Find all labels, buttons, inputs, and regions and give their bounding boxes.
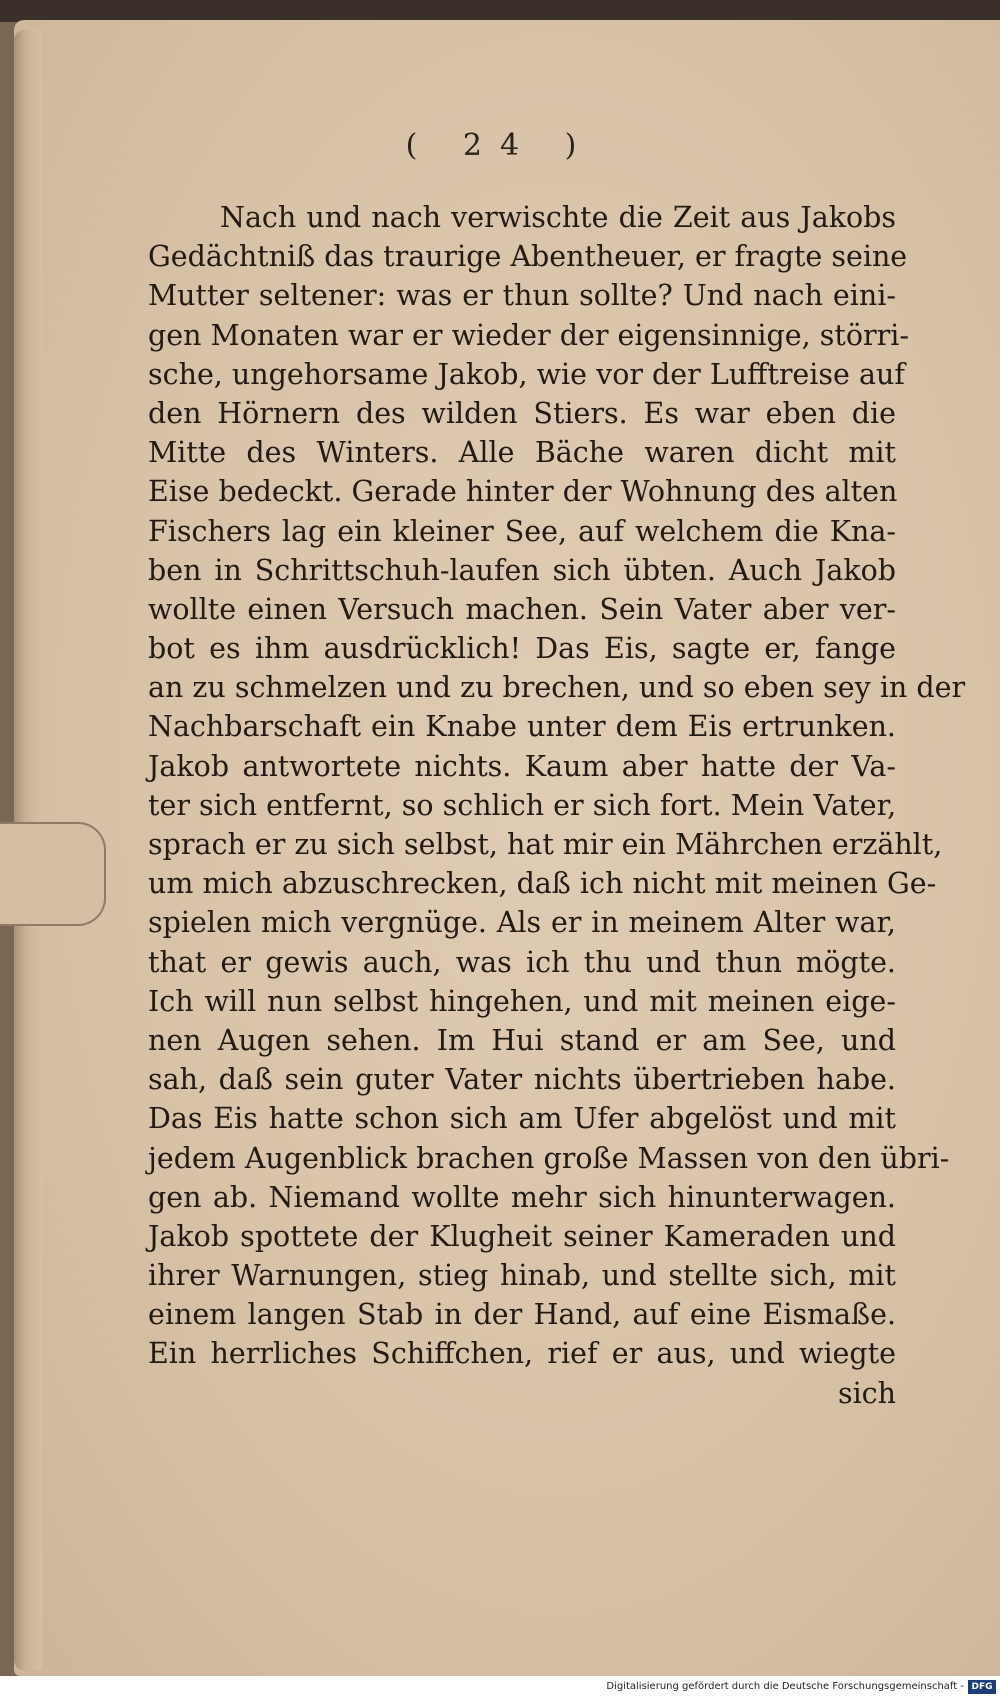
text-line: jedem Augenblick brachen große Massen von den übri-: [148, 1141, 950, 1175]
text-line: Mutter seltener: was er thun sollte? Und nach eini-: [148, 279, 896, 313]
text-line: Mitte des Winters. Alle Bäche waren dicht mit: [148, 436, 896, 470]
text-line: nen Augen sehen. Im Hui stand er am See, und: [148, 1023, 896, 1057]
text-line: gen Monaten war er wieder der eigensinnige, störri-: [148, 318, 909, 352]
text-line: ihrer Warnungen, stieg hinab, und stellte sich, mit: [148, 1259, 896, 1293]
text-line: Ich will nun selbst hingehen, und mit meinen eige-: [148, 984, 896, 1018]
dfg-logo: DFG: [968, 1680, 996, 1694]
catchword: sich: [837, 1376, 896, 1410]
text-line: sche, ungehorsame Jakob, wie vor der Lufftreise auf: [148, 357, 905, 391]
text-line: sprach er zu sich selbst, hat mir ein Mährchen erzählt,: [148, 828, 943, 861]
text-line: that er gewis auch, was ich thu und thun mögte.: [148, 945, 896, 979]
page-number: ( 24 ): [405, 128, 595, 163]
body-text: [148, 198, 966, 1413]
text-line: den Hörnern des wilden Stiers. Es war eben die: [148, 396, 896, 430]
text-line: wollte einen Versuch machen. Sein Vater aber ver-: [148, 592, 896, 626]
text-line: spielen mich vergnüge. Als er in meinem Alter war,: [148, 906, 896, 940]
text-line: bot es ihm ausdrücklich! Das Eis, sagte er, fange: [148, 632, 896, 666]
text-line: Fischers lag ein kleiner See, auf welchem die Kna-: [148, 514, 896, 548]
text-line: um mich abzuschrecken, daß ich nicht mit meinen Ge-: [148, 867, 937, 901]
scan-top-border: [0, 0, 1000, 22]
text-line: Das Eis hatte schon sich am Ufer abgelöst und mit: [148, 1102, 896, 1136]
text-line: Nachbarschaft ein Knabe unter dem Eis ertrunken.: [148, 710, 896, 744]
digitization-credit: Digitalisierung gefördert durch die Deutsche Forschungsgemeinschaft -: [606, 1681, 964, 1692]
text-line: Gedächtniß das traurige Abentheuer, er fragte seine: [148, 240, 908, 274]
text-line: ter sich entfernt, so schlich er sich fort. Mein Vater,: [148, 788, 897, 822]
text-line: sah, daß sein guter Vater nichts übertrieben habe.: [148, 1063, 896, 1097]
text-line: Jakob antwortete nichts. Kaum aber hatte der Va-: [148, 749, 896, 783]
text-line: Nach und nach verwischte die Zeit aus Jakobs: [220, 201, 896, 234]
bookmark-strip: [0, 822, 106, 926]
text-line: Ein herrliches Schiffchen, rief er aus, und wiegte: [148, 1337, 896, 1371]
text-line: ben in Schrittschuh-laufen sich übten. Auch Jakob: [148, 553, 896, 587]
text-line: an zu schmelzen und zu brechen, und so eben sey in der: [148, 671, 966, 705]
text-line: gen ab. Niemand wollte mehr sich hinunterwagen.: [148, 1180, 896, 1214]
text-line: einem langen Stab in der Hand, auf eine Eismaße.: [148, 1298, 896, 1332]
text-line: Jakob spottete der Klugheit seiner Kameraden und: [148, 1219, 896, 1253]
text-line: Eise bedeckt. Gerade hinter der Wohnung des alten: [148, 475, 898, 509]
